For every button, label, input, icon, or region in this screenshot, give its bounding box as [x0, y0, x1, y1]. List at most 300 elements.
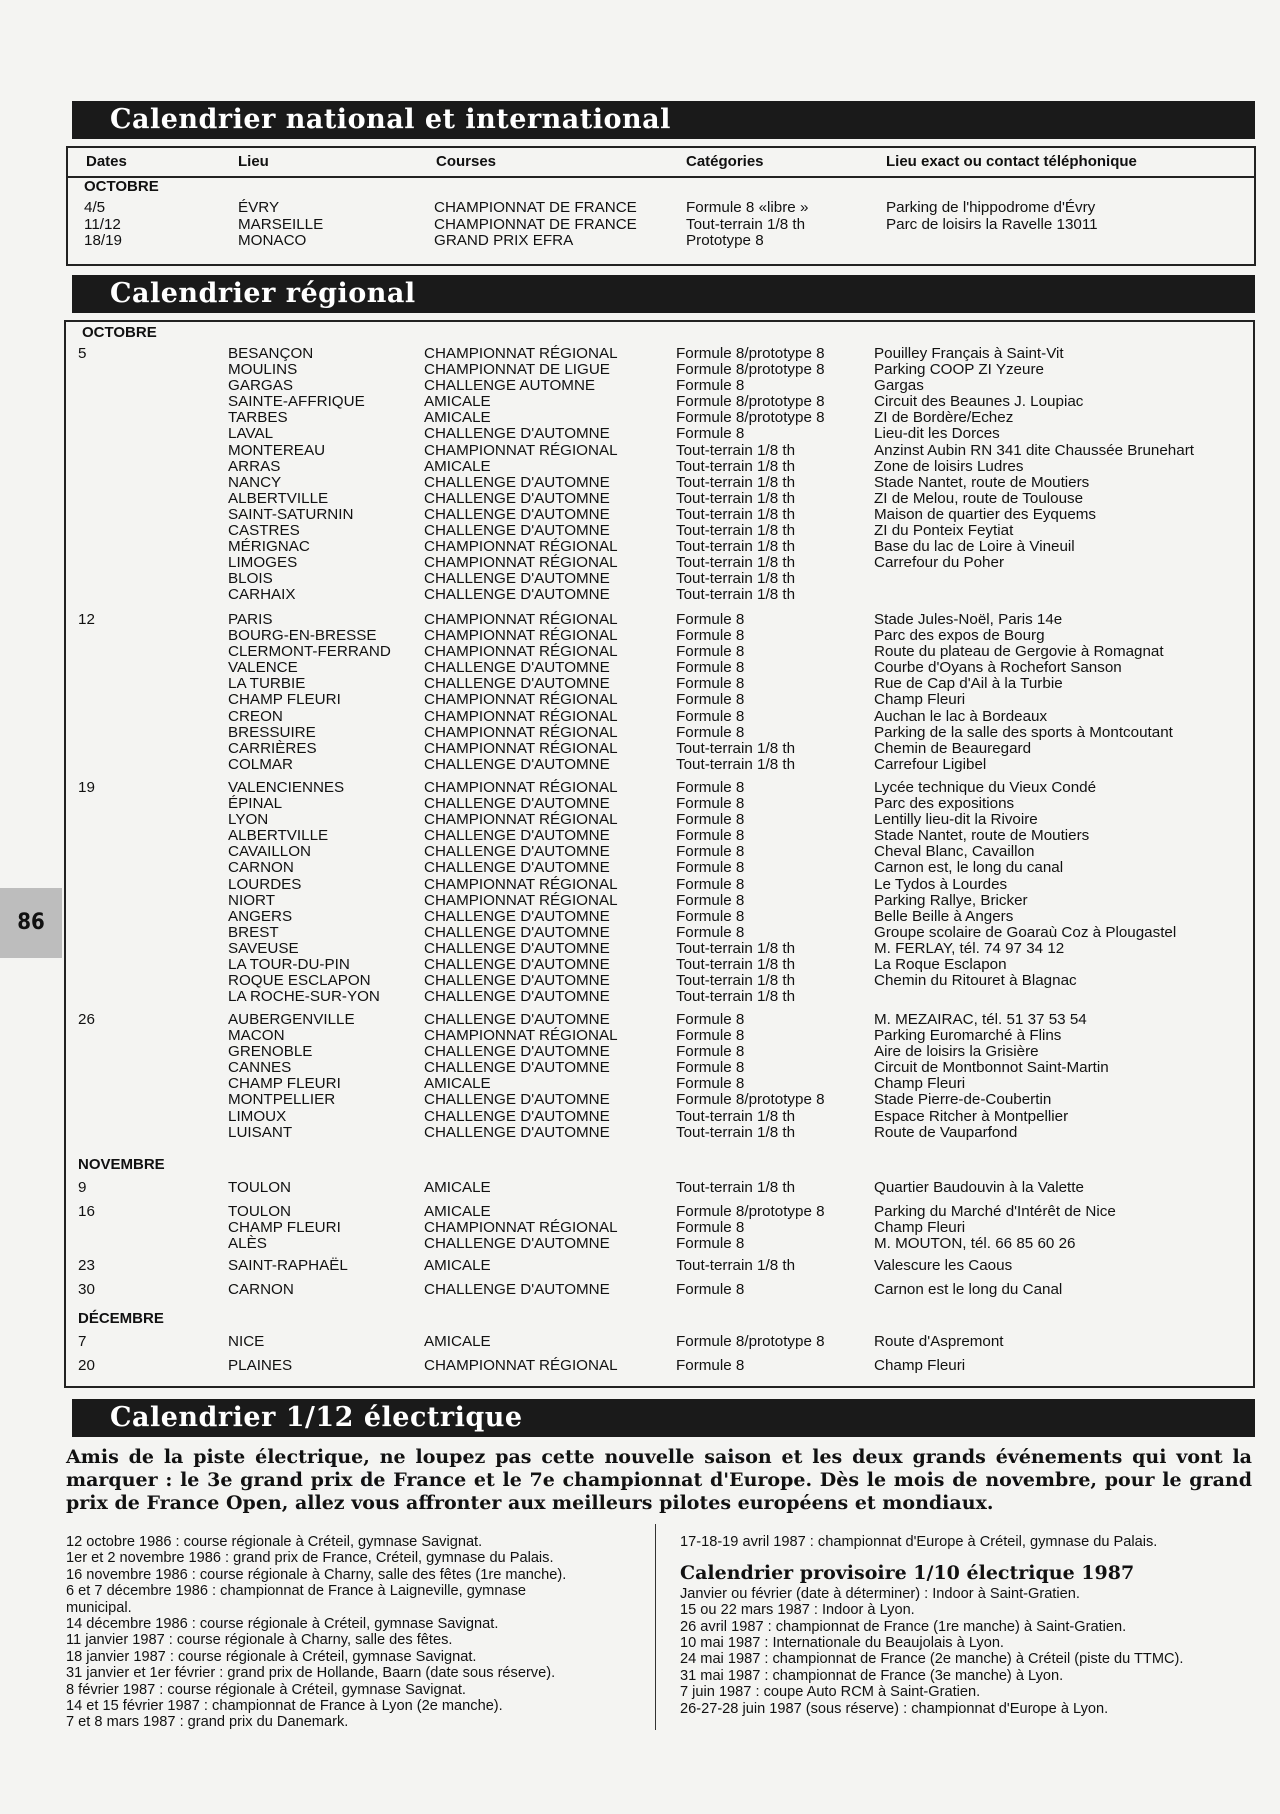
electric-intro: Amis de la piste électrique, ne loupez pas cette nouvelle saison et les deux grands événements qui vont la marquer : le 3e grand prix de France et le 7e championnat d'Europe. Dès le mois de novembre, pour le grand prix de France Open, allez vous affronter aux meilleurs pilotes européens et mondiaux. [66, 1446, 1252, 1514]
row-course: CHALLENGE D'AUTOMNE [424, 956, 610, 974]
row-lieu: CLERMONT-FERRAND [228, 643, 391, 661]
row-category: Tout-terrain 1/8 th [676, 457, 796, 475]
row-lieu: LYON [228, 811, 269, 829]
row-course: CHALLENGE D'AUTOMNE [424, 923, 610, 941]
event-line: 24 mai 1987 : championnat de France (2e manche) à Créteil (piste du TTMC). [680, 1651, 1184, 1668]
row-lieu: MONTPELLIER [228, 1091, 336, 1109]
row-contact: Parking COOP ZI Yzeure [874, 361, 1044, 379]
regional-calendar-banner: Calendrier régional [72, 275, 1255, 313]
row-contact: Lycée technique du Vieux Condé [874, 779, 1097, 796]
row-lieu: MONACO [238, 232, 307, 250]
row-contact: Stade Nantet, route de Moutiers [874, 473, 1090, 491]
row-contact: Circuit de Montbonnot Saint-Martin [874, 1059, 1109, 1077]
row-category: Formule 8 [676, 691, 745, 709]
row-course: CHALLENGE D'AUTOMNE [424, 827, 610, 845]
row-course: CHALLENGE D'AUTOMNE [424, 586, 610, 604]
row-category: Formule 8/prototype 8 [676, 409, 825, 427]
row-lieu: NANCY [228, 473, 282, 491]
row-lieu-column [228, 1258, 348, 1274]
header-contact: Lieu exact ou contact téléphonique [886, 153, 1137, 170]
row-lieu: ALÈS [228, 1235, 267, 1253]
row-category: Tout-terrain 1/8 th [676, 1257, 796, 1274]
row-date: 4/5 [84, 199, 106, 216]
national-calendar-banner: Calendrier national et international [72, 101, 1255, 139]
row-lieu: CHAMP FLEURI [228, 691, 341, 709]
row-course: GRAND PRIX EFRA [434, 232, 574, 250]
row-lieu: CREON [228, 707, 283, 725]
row-course: CHAMPIONNAT RÉGIONAL [424, 811, 618, 829]
row-lieu: LOURDES [228, 875, 302, 893]
row-course: CHALLENGE D'AUTOMNE [424, 988, 610, 1006]
row-category: Tout-terrain 1/8 th [676, 739, 796, 757]
row-contact: Lieu-dit les Dorces [874, 425, 1000, 443]
electric-right-column [680, 1534, 1260, 1717]
row-category: Formule 8 [676, 1219, 745, 1237]
event-line: 12 octobre 1986 : course régionale à Créteil, gymnase Savignat. [66, 1534, 483, 1550]
row-course: CHAMPIONNAT DE LIGUE [424, 361, 610, 379]
row-category: Formule 8 [676, 891, 745, 909]
row-contact-column [874, 780, 1176, 989]
row-lieu: CARNON [228, 1281, 294, 1298]
row-category: Tout-terrain 1/8 th [676, 755, 796, 773]
row-course: CHAMPIONNAT RÉGIONAL [424, 1357, 618, 1374]
row-lieu: LIMOGES [228, 554, 298, 572]
row-course: CHAMPIONNAT RÉGIONAL [424, 345, 618, 362]
row-course-column [424, 612, 618, 773]
row-course: AMICALE [424, 1333, 491, 1350]
row-date: 26 [78, 1011, 95, 1028]
row-date: 30 [78, 1281, 95, 1298]
row-lieu: CARNON [228, 859, 294, 877]
national-calendar-table [66, 146, 1256, 266]
row-contact: Champ Fleuri [874, 1219, 966, 1237]
row-date: 16 [78, 1203, 95, 1220]
row-course: CHALLENGE D'AUTOMNE [424, 1107, 610, 1125]
row-date: 7 [78, 1333, 87, 1350]
row-contact: Route de Vauparfond [874, 1123, 1018, 1141]
row-lieu: SAVEUSE [228, 939, 299, 957]
event-line: 26 avril 1987 : championnat de France (1re manche) à Saint-Gratien. [680, 1618, 1127, 1635]
row-course-column [424, 1012, 618, 1141]
row-contact: Aire de loisirs la Grisière [874, 1043, 1039, 1061]
row-category: Tout-terrain 1/8 th [676, 1123, 796, 1141]
row-contact: Carnon est le long du Canal [874, 1281, 1063, 1298]
event-line: 15 ou 22 mars 1987 : Indoor à Lyon. [680, 1602, 915, 1619]
event-line: 31 janvier et 1er février : grand prix de Hollande, Baarn (date sous réserve). [66, 1665, 556, 1682]
row-contact: Zone de loisirs Ludres [874, 457, 1024, 475]
header-courses: Courses [436, 153, 497, 170]
row-contact-column [874, 346, 1194, 571]
row-course-column [424, 1258, 491, 1274]
header-lieu: Lieu [238, 153, 269, 170]
row-lieu: ÉPINAL [228, 795, 283, 813]
row-lieu: LA TURBIE [228, 675, 306, 693]
row-date: 20 [78, 1357, 95, 1374]
row-course: CHALLENGE D'AUTOMNE [424, 795, 610, 813]
row-contact: Parking Euromarché à Flins [874, 1027, 1062, 1045]
row-course: CHALLENGE D'AUTOMNE [424, 843, 610, 861]
row-category: Tout-terrain 1/8 th [676, 522, 796, 540]
row-contact: Parking Rallye, Bricker [874, 891, 1028, 909]
row-category: Formule 8 [676, 795, 745, 813]
row-course: CHAMPIONNAT RÉGIONAL [424, 643, 618, 661]
row-course: CHALLENGE D'AUTOMNE [424, 659, 610, 677]
row-course: CHALLENGE D'AUTOMNE [424, 1059, 610, 1077]
row-contact: M. FERLAY, tél. 74 97 34 12 [874, 939, 1065, 957]
provisional-calendar-title: Calendrier provisoire 1/10 électrique 1987 [680, 1562, 1135, 1585]
row-contact: Auchan le lac à Bordeaux [874, 707, 1048, 725]
row-category: Tout-terrain 1/8 th [676, 554, 796, 572]
row-category: Formule 8 [676, 1235, 745, 1253]
row-lieu: BREST [228, 923, 279, 941]
row-contact: Champ Fleuri [874, 1075, 966, 1093]
row-contact: ZI de Melou, route de Toulouse [874, 489, 1084, 507]
event-line: 6 et 7 décembre 1986 : championnat de France à Laigneville, gymnase [66, 1583, 526, 1600]
row-lieu: CAVAILLON [228, 843, 311, 861]
row-course-column [424, 1358, 618, 1374]
row-lieu-column [228, 780, 380, 1005]
row-lieu: MÉRIGNAC [228, 538, 310, 556]
row-course: AMICALE [424, 409, 491, 427]
row-course: CHALLENGE D'AUTOMNE [424, 570, 610, 588]
row-contact: Maison de quartier des Eyquems [874, 505, 1097, 523]
row-lieu: LUISANT [228, 1123, 293, 1141]
electric-calendar-banner: Calendrier 1/12 électrique [72, 1399, 1255, 1437]
row-contact: Quartier Baudouvin à la Valette [874, 1179, 1084, 1196]
row-category: Tout-terrain 1/8 th [676, 1107, 796, 1125]
row-course: CHAMPIONNAT DE FRANCE [434, 199, 637, 216]
row-contact: Gargas [874, 377, 924, 395]
row-course: CHALLENGE D'AUTOMNE [424, 473, 610, 491]
row-lieu: CANNES [228, 1059, 292, 1077]
row-course: CHAMPIONNAT RÉGIONAL [424, 691, 618, 709]
row-contact: Champ Fleuri [874, 691, 966, 709]
row-course: AMICALE [424, 393, 491, 411]
row-contact: Route du plateau de Gergovie à Romagnat [874, 643, 1164, 661]
row-lieu: BESANÇON [228, 345, 314, 362]
row-course: CHALLENGE D'AUTOMNE [424, 522, 610, 540]
row-lieu: LAVAL [228, 425, 274, 443]
row-category: Tout-terrain 1/8 th [676, 505, 796, 523]
row-course-column [424, 1204, 618, 1252]
row-contact: ZI du Ponteix Feytiat [874, 522, 1014, 540]
row-contact: Circuit des Beaunes J. Loupiac [874, 393, 1084, 411]
row-course: CHALLENGE D'AUTOMNE [424, 907, 610, 925]
row-category-column [676, 346, 825, 604]
row-category-column [676, 1258, 795, 1274]
row-lieu: ANGERS [228, 907, 293, 925]
row-date: 5 [78, 345, 87, 362]
row-category: Formule 8 [676, 907, 745, 925]
row-category: Formule 8 [676, 707, 745, 725]
row-lieu: TARBES [228, 409, 288, 427]
row-contact: Stade Pierre-de-Coubertin [874, 1091, 1052, 1109]
row-lieu: ARRAS [228, 457, 281, 475]
row-category: Formule 8 [676, 811, 745, 829]
row-course: CHALLENGE D'AUTOMNE [424, 1011, 610, 1028]
row-lieu: LA TOUR-DU-PIN [228, 956, 350, 974]
row-category: Formule 8 [676, 875, 745, 893]
row-category: Formule 8/prototype 8 [676, 361, 825, 379]
row-lieu: NICE [228, 1333, 265, 1350]
row-course: CHAMPIONNAT RÉGIONAL [424, 1027, 618, 1045]
row-contact: Parc des expositions [874, 795, 1015, 813]
row-category: Formule 8 [676, 659, 745, 677]
row-lieu-column [228, 1358, 292, 1374]
row-lieu-column [228, 1012, 355, 1141]
row-lieu-column [228, 1204, 341, 1252]
row-contact: ZI de Bordère/Echez [874, 409, 1014, 427]
row-category: Tout-terrain 1/8 th [676, 939, 796, 957]
row-category-column [676, 1282, 744, 1298]
row-category: Formule 8 [676, 611, 745, 628]
page-number: 86 [0, 888, 62, 958]
row-lieu: VALENCIENNES [228, 779, 345, 796]
row-lieu: CASTRES [228, 522, 300, 540]
row-category: Formule 8 [676, 827, 745, 845]
row-category-column [676, 612, 795, 773]
row-course: CHALLENGE D'AUTOMNE [424, 505, 610, 523]
row-category: Formule 8 [676, 627, 745, 645]
row-category: Formule 8 [676, 377, 745, 395]
row-contact: Lentilly lieu-dit la Rivoire [874, 811, 1038, 829]
row-lieu: CARRIÈRES [228, 739, 317, 757]
row-contact-column [874, 1204, 1116, 1252]
event-line: 16 novembre 1986 : course régionale à Charny, salle des fêtes (1re manche). [66, 1566, 567, 1583]
row-lieu: SAINTE-AFFRIQUE [228, 393, 365, 411]
row-category: Tout-terrain 1/8 th [676, 972, 796, 990]
row-course: CHAMPIONNAT RÉGIONAL [424, 707, 618, 725]
regional-calendar-table [64, 320, 1255, 1388]
row-contact: Anzinst Aubin RN 341 dite Chaussée Brunehart [874, 441, 1194, 459]
row-course: CHALLENGE D'AUTOMNE [424, 755, 610, 773]
row-category: Formule 8 [676, 643, 745, 661]
row-contact: Parc de loisirs la Ravelle 13011 [886, 215, 1098, 233]
row-category: Formule 8 [676, 859, 745, 877]
month-label: OCTOBRE [84, 178, 159, 195]
row-category: Formule 8 [676, 1027, 745, 1045]
row-lieu: ALBERTVILLE [228, 827, 329, 845]
row-contact: Champ Fleuri [874, 1357, 966, 1374]
row-lieu: LA ROCHE-SUR-YON [228, 988, 380, 1006]
row-contact-column [874, 1180, 1084, 1196]
row-contact: Route d'Aspremont [874, 1333, 1004, 1350]
row-category: Formule 8/prototype 8 [676, 393, 825, 411]
row-course: AMICALE [424, 1075, 491, 1093]
row-category: Tout-terrain 1/8 th [676, 586, 796, 604]
row-course-column [424, 1282, 610, 1298]
row-contact: Parking de l'hippodrome d'Évry [886, 199, 1096, 216]
row-contact: Espace Ritcher à Montpellier [874, 1107, 1069, 1125]
row-category: Tout-terrain 1/8 th [676, 570, 796, 588]
event-line: municipal. [66, 1599, 132, 1616]
row-contact: Base du lac de Loire à Vineuil [874, 538, 1075, 556]
row-contact: Carrefour du Poher [874, 554, 1005, 572]
row-category: Tout-terrain 1/8 th [676, 489, 796, 507]
row-lieu: SAINT-SATURNIN [228, 505, 354, 523]
row-lieu: MONTEREAU [228, 441, 326, 459]
row-category: Formule 8 [676, 1059, 745, 1077]
row-lieu: PLAINES [228, 1357, 293, 1374]
row-lieu-column [228, 1334, 264, 1350]
row-category: Tout-terrain 1/8 th [676, 988, 796, 1006]
row-lieu: MARSEILLE [238, 215, 324, 233]
row-contact: Valescure les Caous [874, 1257, 1013, 1274]
event-line: 17-18-19 avril 1987 : championnat d'Europe à Créteil, gymnase du Palais. [680, 1534, 1158, 1550]
row-contact: La Roque Esclapon [874, 956, 1007, 974]
row-lieu: VALENCE [228, 659, 298, 677]
row-lieu: ALBERTVILLE [228, 489, 329, 507]
row-contact-column [874, 1358, 965, 1374]
row-contact-column [874, 1012, 1109, 1141]
row-course: AMICALE [424, 1179, 491, 1196]
row-category: Tout-terrain 1/8 th [676, 538, 796, 556]
row-lieu-column [228, 1282, 294, 1298]
row-course: AMICALE [424, 1257, 491, 1274]
row-course: CHALLENGE D'AUTOMNE [424, 425, 610, 443]
row-category: Formule 8 «libre » [686, 199, 809, 216]
row-category: Tout-terrain 1/8 th [676, 1179, 796, 1196]
row-lieu: BLOIS [228, 570, 273, 588]
row-category: Formule 8 [676, 675, 745, 693]
row-course: CHAMPIONNAT RÉGIONAL [424, 538, 618, 556]
row-course-column [424, 1334, 491, 1350]
row-contact: Carrefour Ligibel [874, 755, 987, 773]
row-course-column [424, 346, 618, 604]
row-contact: Chemin du Ritouret à Blagnac [874, 972, 1077, 990]
row-category: Formule 8/prototype 8 [676, 1333, 825, 1350]
row-lieu: LIMOUX [228, 1107, 287, 1125]
row-contact-column [874, 1282, 1062, 1298]
event-line: 26-27-28 juin 1987 (sous réserve) : championnat d'Europe à Lyon. [680, 1700, 1109, 1717]
row-category: Prototype 8 [686, 232, 764, 250]
row-course: CHALLENGE D'AUTOMNE [424, 1281, 610, 1298]
row-lieu: PARIS [228, 611, 273, 628]
row-course: AMICALE [424, 1203, 491, 1220]
electric-left-column [66, 1534, 656, 1731]
row-category-column [676, 1204, 825, 1252]
row-contact: Parking du Marché d'Intérêt de Nice [874, 1203, 1116, 1220]
row-category: Formule 8 [676, 779, 745, 796]
row-course: CHAMPIONNAT RÉGIONAL [424, 779, 618, 796]
row-lieu: AUBERGENVILLE [228, 1011, 355, 1028]
row-course: CHALLENGE D'AUTOMNE [424, 489, 610, 507]
row-course: CHALLENGE D'AUTOMNE [424, 1043, 610, 1061]
row-course: CHALLENGE D'AUTOMNE [424, 939, 610, 957]
event-line: 7 et 8 mars 1987 : grand prix du Danemark. [66, 1714, 349, 1731]
row-course: CHAMPIONNAT RÉGIONAL [424, 739, 618, 757]
header-dates: Dates [86, 153, 127, 170]
row-category: Formule 8 [676, 923, 745, 941]
row-course: AMICALE [424, 457, 491, 475]
row-lieu: TOULON [228, 1203, 292, 1220]
row-course: CHAMPIONNAT DE FRANCE [434, 215, 637, 233]
row-date: 19 [78, 779, 95, 796]
event-line: 14 et 15 février 1987 : championnat de France à Lyon (2e manche). [66, 1698, 503, 1715]
event-line: 31 mai 1987 : championnat de France (3e manche) à Lyon. [680, 1667, 1064, 1684]
row-lieu: SAINT-RAPHAËL [228, 1257, 348, 1274]
row-category: Formule 8 [676, 1357, 745, 1374]
row-course: CHALLENGE D'AUTOMNE [424, 1123, 610, 1141]
row-lieu: ÉVRY [238, 199, 280, 216]
row-contact: Belle Beille à Angers [874, 907, 1014, 925]
row-lieu-column [228, 612, 391, 773]
row-lieu: GRENOBLE [228, 1043, 313, 1061]
row-course: CHAMPIONNAT RÉGIONAL [424, 441, 618, 459]
row-course: CHALLENGE AUTOMNE [424, 377, 596, 395]
header-categories: Catégories [686, 153, 764, 170]
row-lieu: CARHAIX [228, 586, 296, 604]
row-contact: Carnon est, le long du canal [874, 859, 1064, 877]
row-contact-column [874, 1334, 1004, 1350]
row-contact: Stade Jules-Noël, Paris 14e [874, 611, 1063, 628]
row-course-column [424, 1180, 491, 1196]
row-category: Formule 8 [676, 1011, 745, 1028]
row-category: Formule 8/prototype 8 [676, 345, 825, 362]
row-contact: Le Tydos à Lourdes [874, 875, 1008, 893]
event-line: 8 février 1987 : course régionale à Créteil, gymnase Savignat. [66, 1681, 466, 1698]
row-category: Formule 8 [676, 1281, 745, 1298]
row-category: Tout-terrain 1/8 th [676, 473, 796, 491]
row-contact: Rue de Cap d'Ail à la Turbie [874, 675, 1063, 693]
row-course: CHALLENGE D'AUTOMNE [424, 972, 610, 990]
row-lieu: COLMAR [228, 755, 293, 773]
month-label: NOVEMBRE [78, 1156, 165, 1173]
row-lieu-column [228, 346, 365, 604]
event-line: 11 janvier 1987 : course régionale à Charny, salle des fêtes. [66, 1632, 453, 1649]
event-line: 7 juin 1987 : coupe Auto RCM à Saint-Gratien. [680, 1684, 981, 1701]
row-course: CHALLENGE D'AUTOMNE [424, 675, 610, 693]
row-course: CHAMPIONNAT RÉGIONAL [424, 891, 618, 909]
row-lieu-column [228, 1180, 291, 1196]
month-label: OCTOBRE [82, 324, 157, 341]
row-category-column [676, 1334, 825, 1350]
row-date: 9 [78, 1179, 87, 1196]
row-lieu: BRESSUIRE [228, 723, 316, 741]
row-category-column [676, 1180, 795, 1196]
national-table-header [68, 148, 1254, 178]
row-course: CHAMPIONNAT RÉGIONAL [424, 554, 618, 572]
event-line: Janvier ou février (date à déterminer) : Indoor à Saint-Gratien. [680, 1585, 1080, 1602]
event-line: 1er et 2 novembre 1986 : grand prix de France, Créteil, gymnase du Palais. [66, 1550, 554, 1567]
row-contact: Courbe d'Oyans à Rochefort Sanson [874, 659, 1122, 677]
row-contact: M. MOUTON, tél. 66 85 60 26 [874, 1235, 1076, 1253]
row-contact-column [874, 612, 1173, 773]
event-line: 14 décembre 1986 : course régionale à Créteil, gymnase Savignat. [66, 1616, 499, 1633]
row-course: CHAMPIONNAT RÉGIONAL [424, 1219, 618, 1237]
row-contact: Chemin de Beauregard [874, 739, 1032, 757]
row-contact: M. MEZAIRAC, tél. 51 37 53 54 [874, 1011, 1087, 1028]
row-lieu: GARGAS [228, 377, 293, 395]
row-category: Formule 8 [676, 723, 745, 741]
row-lieu: CHAMP FLEURI [228, 1219, 341, 1237]
row-category: Formule 8/prototype 8 [676, 1091, 825, 1109]
row-course: CHALLENGE D'AUTOMNE [424, 859, 610, 877]
row-date: 11/12 [84, 215, 121, 233]
row-category-column [676, 1012, 825, 1141]
row-lieu: TOULON [228, 1179, 292, 1196]
row-course: CHAMPIONNAT RÉGIONAL [424, 627, 618, 645]
row-category: Formule 8/prototype 8 [676, 1203, 825, 1220]
row-category: Formule 8 [676, 1043, 745, 1061]
row-category: Formule 8 [676, 843, 745, 861]
row-category: Tout-terrain 1/8 th [676, 956, 796, 974]
row-lieu: ROQUE ESCLAPON [228, 972, 371, 990]
row-category-column [676, 780, 795, 1005]
row-date: 18/19 [84, 232, 123, 250]
row-lieu: NIORT [228, 891, 275, 909]
row-category: Formule 8 [676, 1075, 745, 1093]
